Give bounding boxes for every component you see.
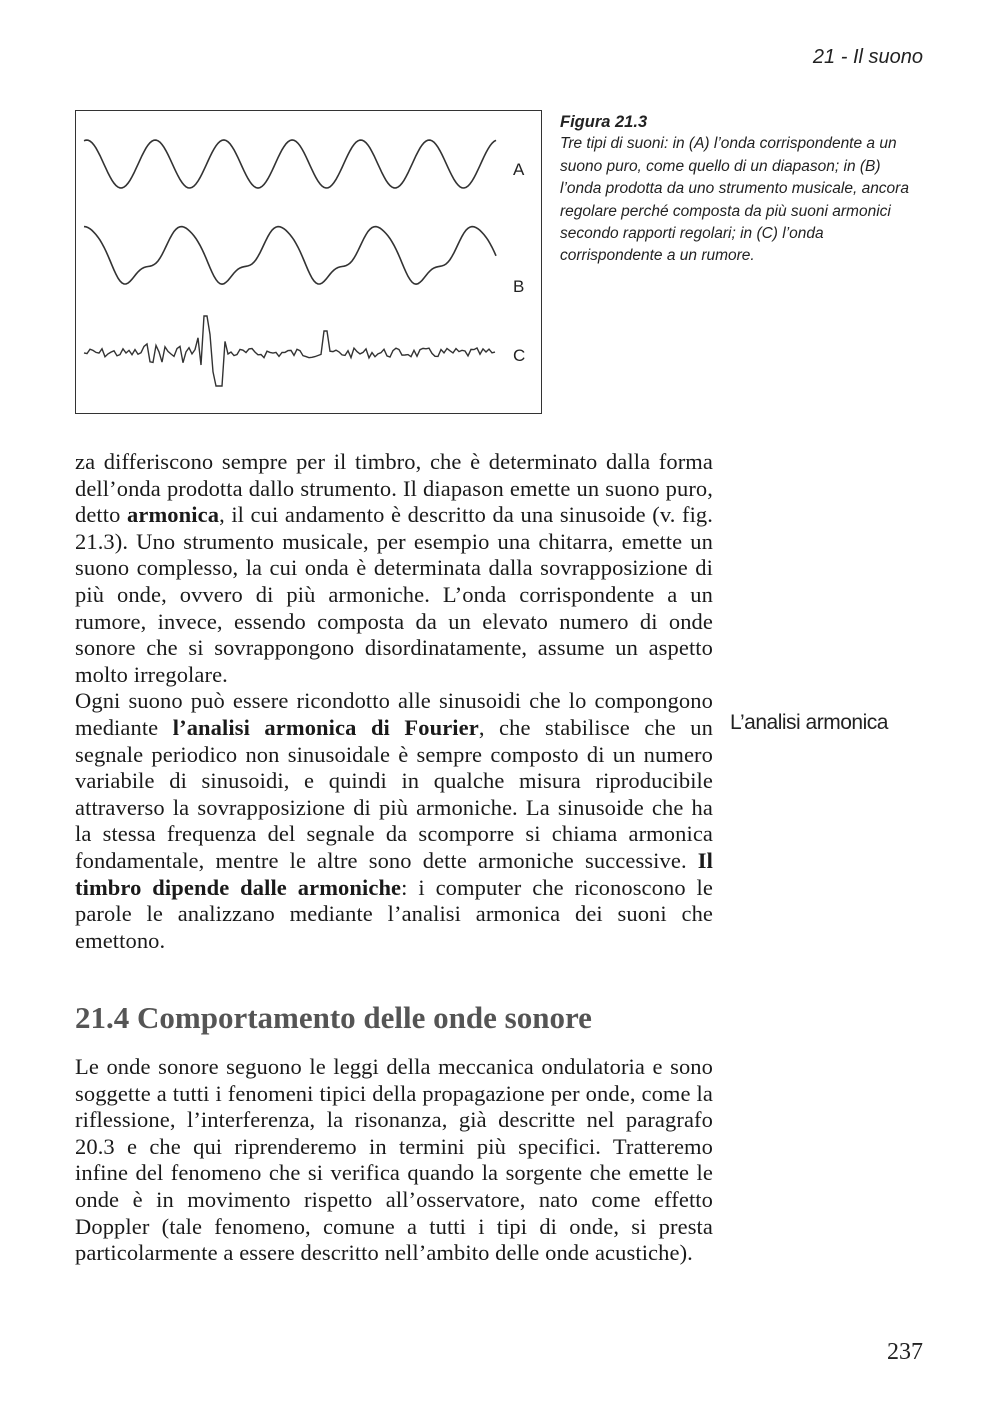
- wave-b-musical-tone: [84, 227, 496, 285]
- p2-text-1: Ogni suono può essere ricondotto alle sinusoidi che lo compongono mediante: [75, 688, 713, 740]
- p1-text-1: za differiscono sempre per il timbro, che è determinato dalla forma dell’onda prodotta dallo strumento. Il diapason emette un suono puro, detto: [75, 449, 713, 528]
- wave-a-pure-tone: [84, 140, 496, 188]
- body-paragraph-3: [75, 1054, 713, 1267]
- wave-c-noise: [84, 316, 495, 386]
- p2-bold-1: l’analisi armonica di Fourier: [172, 714, 479, 740]
- running-head: 21 - Il suono: [812, 46, 923, 68]
- wave-label-b: B: [513, 277, 525, 296]
- body-paragraph-1: [75, 449, 713, 954]
- waveform-svg: [76, 111, 543, 415]
- p2-bold-2: Il timbro dipende dalle armoniche: [75, 847, 713, 900]
- figure-caption-text: Tre tipi di suoni: in (A) l’onda corrispondente a un suono puro, come quello di un diapason; in (B) l’onda prodotta da uno strumento musicale, ancora regolare perché composta da più suoni armonici secondo rapporti regolari; in (C) l’onda corrispondente a un rumore.: [560, 135, 909, 265]
- figure-waveforms: [75, 110, 542, 414]
- margin-note: L’analisi armonica: [730, 711, 888, 734]
- figure-caption-title: Figura 21.3: [560, 113, 648, 131]
- page-number: 237: [887, 1339, 923, 1365]
- p2-text-2: , che stabilisce che un segnale periodico non sinusoidale è sempre composto di un numero variabile di sinusoidi, e quindi in qualche misura riproducibile attraverso la sovrapposizione di più armoniche. La sinusoide che ha la stessa frequenza del segnale da scomporre si chiama armonica fondamentale, mentre le altre sono dette armoniche successive.: [75, 714, 713, 873]
- wave-label-c: C: [513, 346, 526, 365]
- p3-text: Le onde sonore seguono le leggi della meccanica ondulatoria e sono soggette a tutti i fenomeni tipici della propagazione per onde, come la riflessione, l’interferenza, la risonanza, già descritte nel paragrafo 20.3 e che qui riprenderemo in termini più specifici. Tratteremo infine del fenomeno che si verifica quando la sorgente che emette le onde è in movimento rispetto all’osservatore, nato come effetto Doppler (tale fenomeno, comune a tutti i tipi di onde, si presta particolarmente a essere descritto nell’ambito delle onde acustiche).: [75, 1054, 713, 1266]
- p1-text-2: , il cui andamento è descritto da una sinusoide (v. fig. 21.3). Uno strumento musicale, per esempio una chitarra, emette un suono complesso, la cui onda è determinata dalla sovrapposizione di più onde, ovvero di più armoniche. L’onda corrispondente a un rumore, invece, essendo composta da un elevato numero di onde sonore che si sovrappongono disordinatamente, assume un aspetto molto irregolare.: [75, 502, 714, 687]
- section-heading: 21.4 Comportamento delle onde sonore: [75, 1000, 592, 1035]
- figure-caption: [560, 111, 920, 268]
- p1-bold-1: armonica: [127, 502, 220, 528]
- wave-label-a: A: [513, 160, 525, 179]
- p2-text-3: : i computer che riconoscono le parole le analizzano mediante l’analisi armonica dei suoni che emettono.: [75, 874, 713, 953]
